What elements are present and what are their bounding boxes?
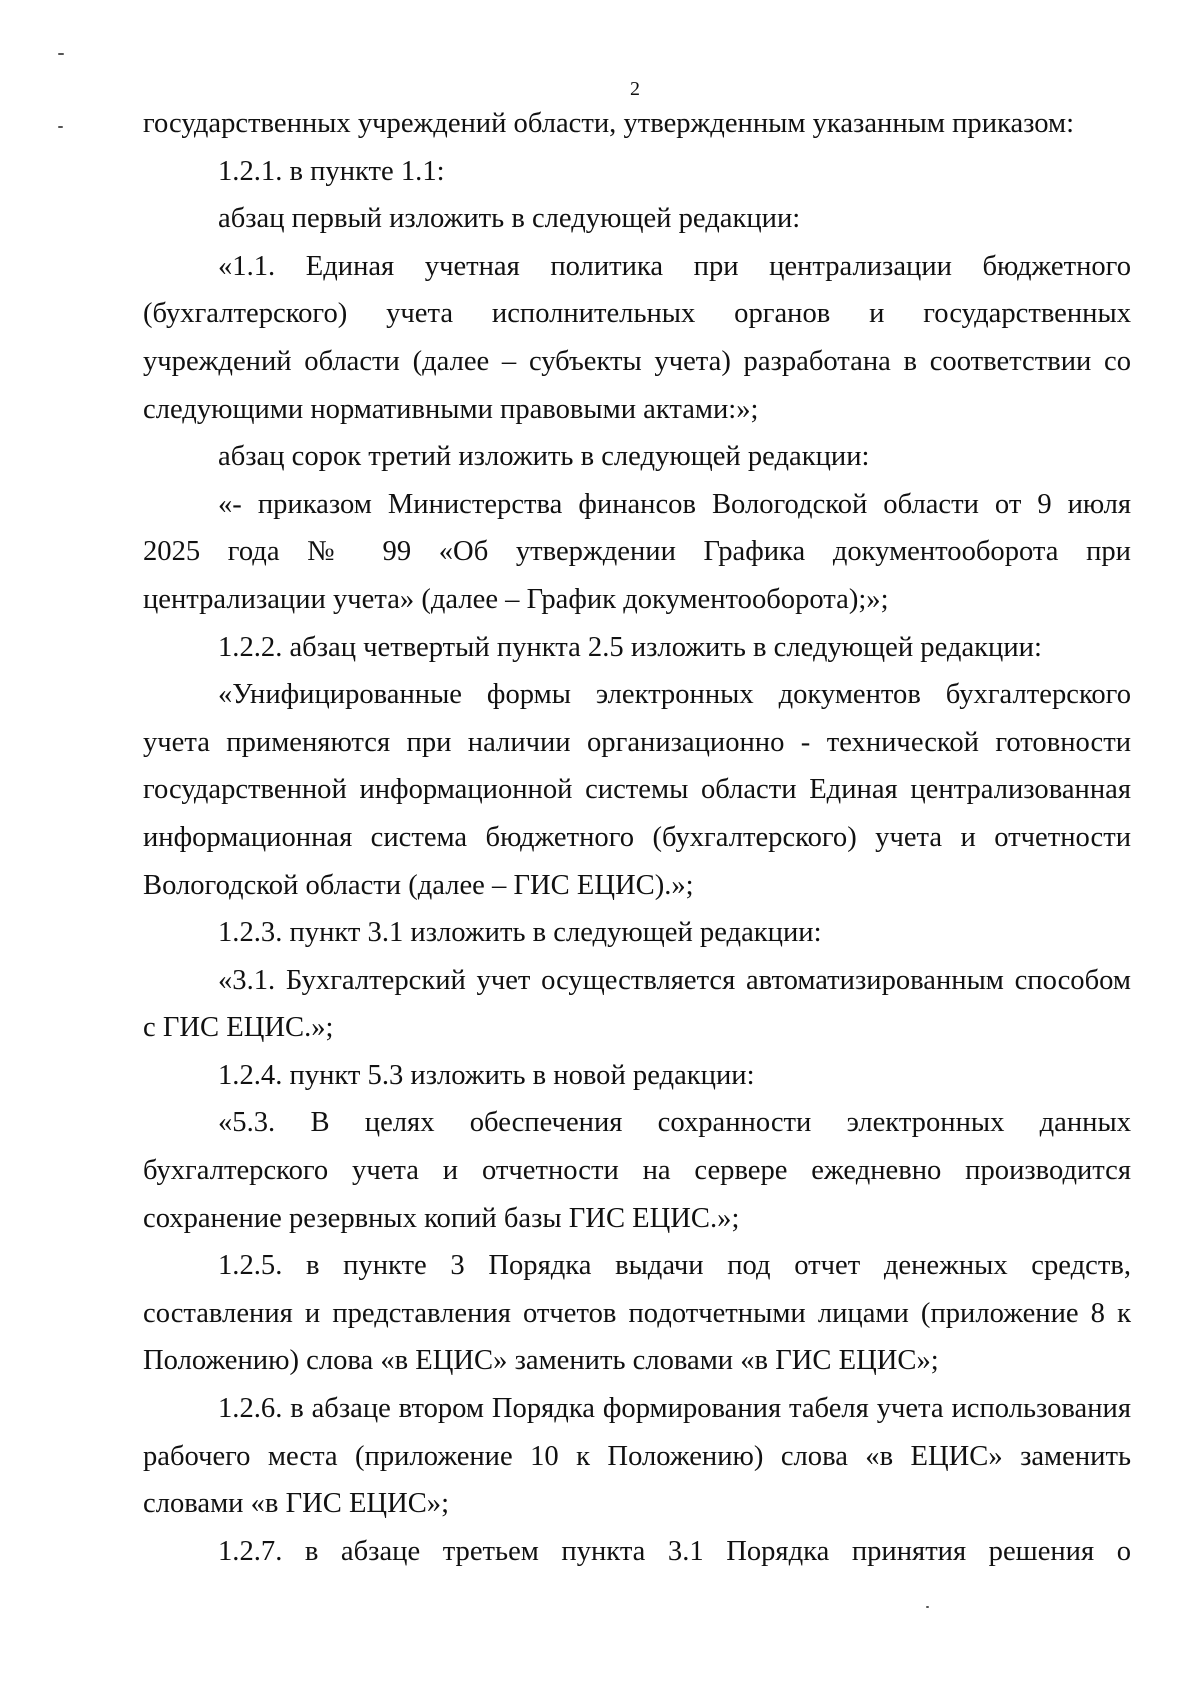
scan-mark [58, 126, 63, 128]
text-line: государственной информационной системы области Единая централизованная [143, 774, 1131, 806]
text-line: 2025 года № 99 «Об утверждении Графика документооборота при [143, 536, 1131, 568]
text-line: информационная система бюджетного (бухгалтерского) учета и отчетности [143, 821, 1131, 853]
text-line: (бухгалтерского) учета исполнительных органов и государственных [143, 298, 1131, 330]
page-number: 2 [630, 78, 640, 100]
text-line: 1.2.6. в абзаце втором Порядка формирования табеля учета использования [218, 1393, 1131, 1425]
document-body [143, 100, 1131, 1575]
text-line: абзац сорок третий изложить в следующей редакции: [218, 441, 870, 473]
text-line: 1.2.3. пункт 3.1 изложить в следующей редакции: [218, 917, 822, 949]
text-line: составления и представления отчетов подотчетными лицами (приложение 8 к [143, 1297, 1131, 1329]
text-line: централизации учета» (далее – График документооборота);»; [143, 583, 889, 615]
text-line: рабочего места (приложение 10 к Положению) слова «в ЕЦИС» заменить [143, 1440, 1131, 1472]
text-line: 1.2.1. в пункте 1.1: [218, 155, 445, 187]
text-line: «Унифицированные формы электронных документов бухгалтерского [218, 679, 1131, 711]
text-line: учета применяются при наличии организационно - технической готовности [143, 726, 1131, 758]
text-line: с ГИС ЕЦИС.»; [143, 1012, 334, 1044]
text-line: 1.2.4. пункт 5.3 изложить в новой редакции: [218, 1059, 755, 1091]
text-line: «3.1. Бухгалтерский учет осуществляется автоматизированным способом [218, 964, 1131, 996]
text-line: 1.2.2. абзац четвертый пункта 2.5 изложить в следующей редакции: [218, 631, 1042, 663]
scan-mark [58, 53, 64, 55]
text-line: абзац первый изложить в следующей редакции: [218, 203, 801, 235]
text-line: Вологодской области (далее – ГИС ЕЦИС).»; [143, 869, 694, 901]
text-line: бухгалтерского учета и отчетности на сервере ежедневно производится [143, 1155, 1131, 1187]
text-line: «5.3. В целях обеспечения сохранности электронных данных [218, 1107, 1131, 1139]
text-line: следующими нормативными правовыми актами:»; [143, 393, 759, 425]
text-line: сохранение резервных копий базы ГИС ЕЦИС.»; [143, 1202, 740, 1234]
text-line: государственных учреждений области, утвержденным указанным приказом: [143, 108, 1075, 139]
text-line: Положению) слова «в ЕЦИС» заменить словами «в ГИС ЕЦИС»; [143, 1345, 939, 1377]
text-line: «- приказом Министерства финансов Вологодской области от 9 июля [218, 488, 1131, 520]
text-line: словами «в ГИС ЕЦИС»; [143, 1488, 450, 1520]
text-line: 1.2.5. в пункте 3 Порядка выдачи под отчет денежных средств, [218, 1250, 1131, 1282]
scan-mark [926, 1606, 929, 1608]
text-line: «1.1. Единая учетная политика при централизации бюджетного [218, 250, 1131, 282]
text-line: учреждений области (далее – субъекты учета) разработана в соответствии со [143, 345, 1131, 377]
text-line: 1.2.7. в абзаце третьем пункта 3.1 Порядка принятия решения о [218, 1535, 1131, 1567]
